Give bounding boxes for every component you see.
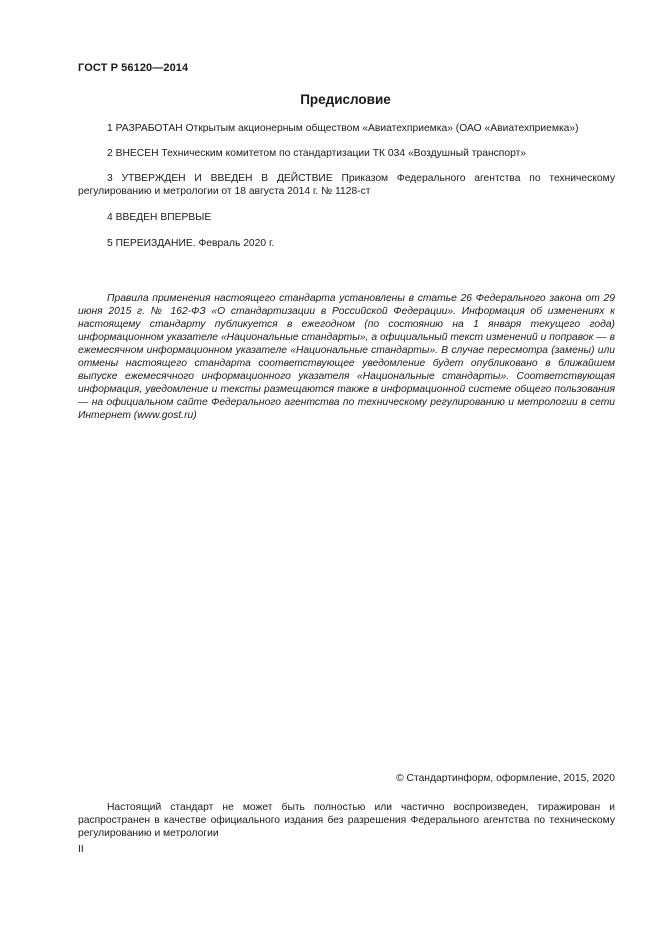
preface-item-3: 3 УТВЕРЖДЕН И ВВЕДЕН В ДЕЙСТВИЕ Приказом Федерального агентства по техническому регулированию и метрологии от 18 августа 2014 г. № 1128-ст bbox=[78, 173, 615, 197]
preface-item-1: 1 РАЗРАБОТАН Открытым акционерным обществом «Авиатехприемка» (ОАО «Авиатехприемка») bbox=[107, 123, 579, 134]
preface-item-2: 2 ВНЕСЕН Техническим комитетом по стандартизации ТК 034 «Воздушный транспорт» bbox=[107, 148, 527, 159]
application-rules-note: Правила применения настоящего стандарта установлены в статье 26 Федерального закона от 29 июня 2015 г. № 162-ФЗ «О стандартизации в Российской Федерации». Информация об изменениях к настоящему стандарту публикуется в ежегодном (по состоянию на 1 января текущего года) информационном указателе «Национальные стандарты», а официальный текст изменений и поправок — в ежемесячном информационном указателе «Национальные стандарты». В случае пересмотра (замены) или отмены настоящего стандарта соответствующее уведомление будет опубликовано в ближайшем выпуске ежемесячного информационного указателя «Национальные стандарты». Соответствующая информация, уведомление и тексты размещаются также в информационной системе общего пользования — на официальном сайте Федерального агентства по техническому регулированию и метрологии в сети Интернет (www.gost.ru) bbox=[78, 293, 615, 421]
reproduction-rights-notice: Настоящий стандарт не может быть полностью или частично воспроизведен, тиражирован и распространен в качестве официального издания без разрешения Федерального агентства по техническому регулированию и метрологии bbox=[78, 802, 615, 839]
standard-code: ГОСТ Р 56120—2014 bbox=[78, 62, 189, 74]
preface-item-4: 4 ВВЕДЕН ВПЕРВЫЕ bbox=[107, 212, 212, 223]
preface-item-5: 5 ПЕРЕИЗДАНИЕ. Февраль 2020 г. bbox=[107, 238, 275, 249]
copyright-line: © Стандартинформ, оформление, 2015, 2020 bbox=[396, 773, 615, 784]
page-number: II bbox=[78, 844, 84, 855]
preface-title: Предисловие bbox=[300, 92, 391, 107]
